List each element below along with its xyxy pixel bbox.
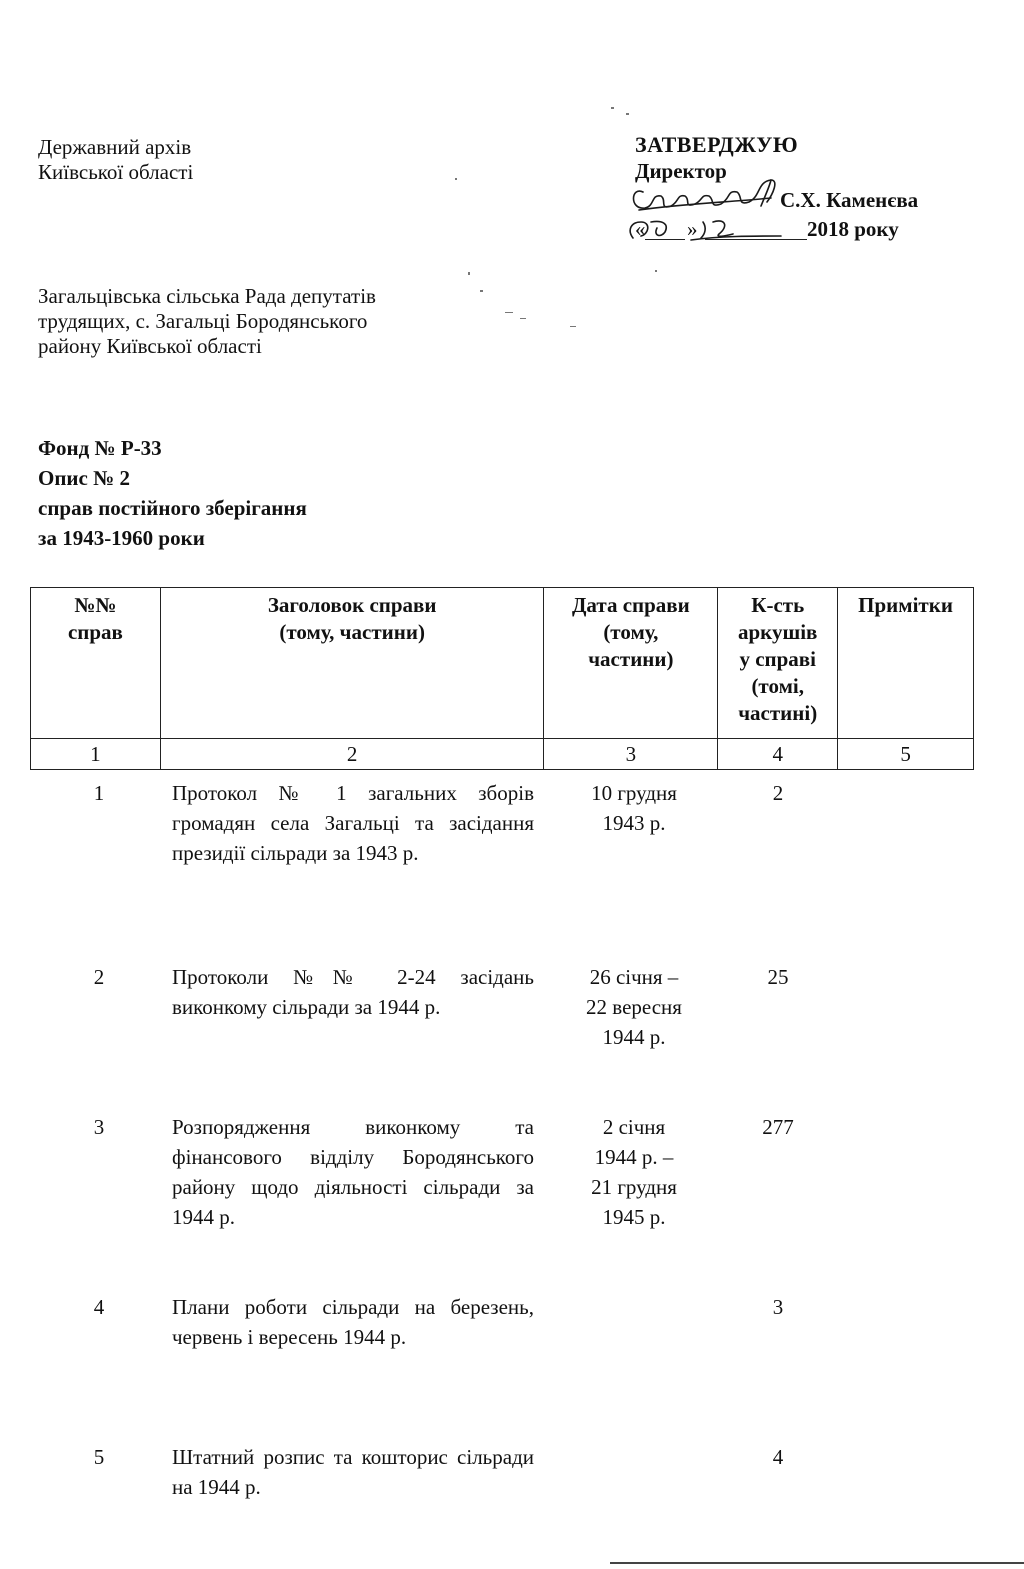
scan-speck xyxy=(480,290,483,292)
fond-info xyxy=(38,433,307,553)
scan-speck xyxy=(520,318,526,319)
header-text: у справі xyxy=(739,647,816,671)
scan-speck xyxy=(655,270,657,272)
column-number: 2 xyxy=(161,739,545,769)
approval-title: ЗАТВЕРДЖУЮ xyxy=(635,132,799,157)
case-date-line: 2 січня xyxy=(602,1115,666,1139)
case-notes xyxy=(838,1442,974,1532)
case-number: 4 xyxy=(93,1295,105,1319)
case-title: Розпорядження виконкому та фінансового відділу Бородянського району щодо діяльності сільради за 1944 р. xyxy=(172,1115,534,1229)
case-title: Протоколи №№ 2-24 засідань виконкому сільради за 1944 р. xyxy=(172,965,534,1019)
case-date-line: 10 грудня xyxy=(591,781,677,805)
header-text: справ xyxy=(67,620,123,644)
date-year: 2018 року xyxy=(807,217,899,241)
page-edge-line xyxy=(610,1562,1024,1564)
case-notes xyxy=(838,1112,974,1262)
sheet-count: 3 xyxy=(772,1295,784,1319)
organization-name xyxy=(38,284,376,359)
organization-line-2: трудящих, с. Загальці Бородянського xyxy=(38,309,368,333)
header-text: №№ xyxy=(74,593,117,617)
fond-number: Фонд № Р-33 xyxy=(38,436,162,460)
header-text: (томі, xyxy=(751,674,804,698)
approval-position: Директор xyxy=(635,159,727,183)
column-number: 4 xyxy=(718,739,838,769)
sheet-count: 277 xyxy=(762,1115,794,1139)
table-row xyxy=(30,1292,974,1412)
case-date-line: 1945 р. xyxy=(602,1205,666,1229)
table-header-row xyxy=(30,587,974,738)
case-date xyxy=(544,1112,718,1262)
case-title: Штатний розпис та кошторис сільради на 1944 р. xyxy=(172,1445,534,1499)
case-number: 1 xyxy=(93,781,105,805)
date-open-quote: « xyxy=(635,217,646,241)
case-date-line: 1943 р. xyxy=(602,811,666,835)
header-text: Примітки xyxy=(858,593,953,617)
header-case-title xyxy=(161,588,545,738)
scan-speck xyxy=(505,312,513,313)
header-text: Дата справи xyxy=(571,593,690,617)
header-text: (тому, xyxy=(603,620,659,644)
table-row xyxy=(30,1442,974,1532)
sheet-count: 2 xyxy=(772,781,784,805)
organization-line-1: Загальцівська сільська Рада депутатів xyxy=(38,284,376,308)
inventory-period: за 1943-1960 роки xyxy=(38,526,205,550)
header-sheet-count xyxy=(718,588,838,738)
case-notes xyxy=(838,778,974,928)
case-title: Протокол № 1 загальних зборів громадян села Загальці та засідання президії сільради за 1943 р. xyxy=(172,781,534,865)
case-title: Плани роботи сільради на березень, червень і вересень 1944 р. xyxy=(172,1295,534,1349)
sheet-count: 25 xyxy=(767,965,789,989)
date-close-quote: » xyxy=(687,217,698,241)
inventory-table xyxy=(30,587,974,1532)
case-date xyxy=(544,1292,718,1412)
archive-line-2: Київської області xyxy=(38,160,194,184)
scan-speck xyxy=(626,113,629,115)
header-text: аркушів xyxy=(738,620,818,644)
header-text: (тому, частини) xyxy=(279,620,425,644)
header-text: Заголовок справи xyxy=(267,593,437,617)
handwritten-signature xyxy=(621,164,811,244)
archive-name xyxy=(38,135,193,185)
approval-block xyxy=(635,132,935,243)
archive-line-1: Державний архів xyxy=(38,135,192,159)
organization-line-3: району Київської області xyxy=(38,334,262,358)
case-date xyxy=(544,962,718,1082)
case-notes xyxy=(838,1292,974,1412)
header-text: частини) xyxy=(588,647,674,671)
inventory-description: справ постійного зберігання xyxy=(38,496,307,520)
case-date-line: 21 грудня xyxy=(591,1175,677,1199)
director-name: С.Х. Каменєва xyxy=(780,188,919,212)
column-number: 5 xyxy=(838,739,974,769)
header-text: К-сть xyxy=(751,593,805,617)
case-date xyxy=(544,778,718,928)
sheet-count: 4 xyxy=(772,1445,784,1469)
table-row xyxy=(30,1112,974,1262)
inventory-number: Опис № 2 xyxy=(38,466,130,490)
column-number: 3 xyxy=(544,739,718,769)
scan-speck xyxy=(468,272,470,275)
scan-speck xyxy=(611,107,614,109)
header-text: частині) xyxy=(738,701,818,725)
header-case-date xyxy=(544,588,718,738)
column-number-row xyxy=(30,738,974,770)
case-number: 5 xyxy=(93,1445,105,1469)
header-case-number xyxy=(31,588,161,738)
header-notes xyxy=(838,588,974,738)
case-number: 2 xyxy=(93,965,105,989)
column-number: 1 xyxy=(31,739,161,769)
scan-speck xyxy=(570,326,576,327)
scan-speck xyxy=(455,178,457,180)
case-date-line: 1944 р. xyxy=(602,1025,666,1049)
case-number: 3 xyxy=(93,1115,105,1139)
case-date xyxy=(544,1442,718,1532)
table-body xyxy=(30,778,974,1532)
table-row xyxy=(30,778,974,928)
case-date-line: 26 січня – xyxy=(589,965,679,989)
table-row xyxy=(30,962,974,1082)
case-date-line: 1944 р. – xyxy=(594,1145,674,1169)
case-date-line: 22 вересня xyxy=(586,995,682,1019)
case-notes xyxy=(838,962,974,1082)
